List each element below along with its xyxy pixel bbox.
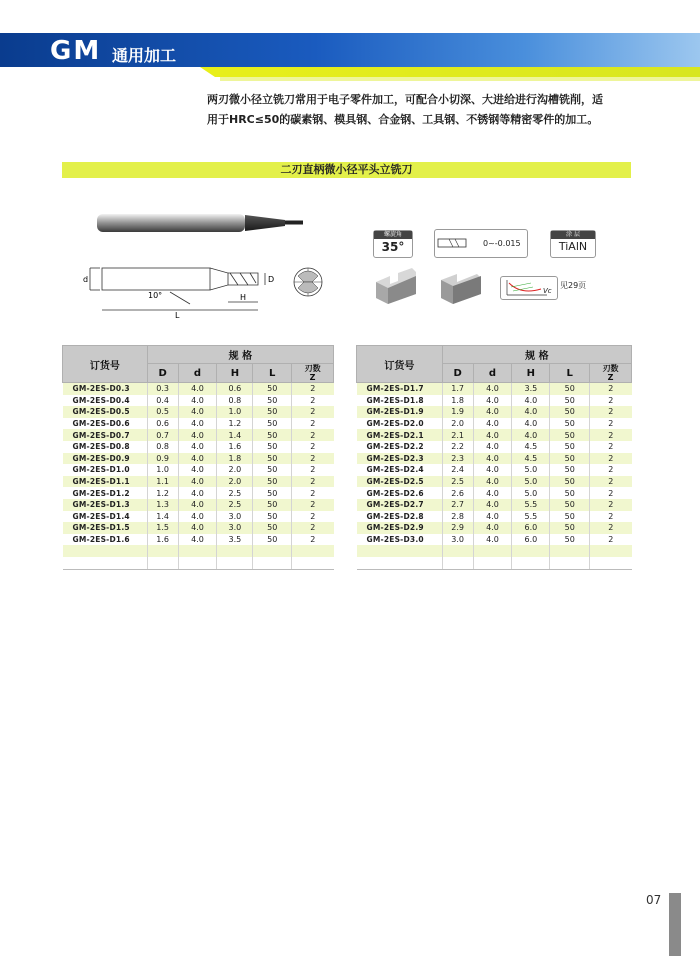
dim-label-L: L [175,311,180,318]
cell-L: 50 [550,476,590,488]
cell-H: 4.5 [512,453,550,465]
cell-L: 50 [550,453,590,465]
cell-H: 6.0 [512,522,550,534]
dim-label-d: d [83,275,89,284]
cell-L [253,545,292,557]
cell-D: 1.3 [147,499,178,511]
cell-L: 50 [253,476,292,488]
cell-d [473,557,512,569]
cell-D: 0.3 [147,383,178,395]
cell-D: 0.7 [147,429,178,441]
order-code: GM-2ES-D2.4 [357,464,443,476]
order-code: GM-2ES-D2.1 [357,429,443,441]
order-code: GM-2ES-D2.8 [357,511,443,523]
cell-H [512,545,550,557]
cell-Z: 2 [590,453,632,465]
cell-L [550,545,590,557]
cell-L: 50 [253,534,292,546]
table-row [63,395,334,407]
table-row [63,534,334,546]
cell-d: 4.0 [178,453,217,465]
cell-L: 50 [253,522,292,534]
order-code: GM-2ES-D3.0 [357,534,443,546]
order-code: GM-2ES-D0.4 [63,395,148,407]
cell-d: 4.0 [473,487,512,499]
cell-H: 2.0 [217,464,253,476]
order-code: GM-2ES-D2.9 [357,522,443,534]
slot-milling-icon [372,268,420,304]
tool-tip-icon [437,235,467,251]
cell-d: 4.0 [473,383,512,395]
cell-H: 2.5 [217,487,253,499]
col-d: d [178,364,217,383]
cell-Z: 2 [590,464,632,476]
cell-H: 4.0 [512,406,550,418]
cell-d: 4.0 [178,487,217,499]
col-Z: 刃数 Z [590,364,632,383]
cell-L: 50 [550,499,590,511]
cell-D: 2.4 [442,464,473,476]
cell-D: 2.9 [442,522,473,534]
cell-L: 50 [550,441,590,453]
cell-Z: 2 [590,511,632,523]
cell-d: 4.0 [473,429,512,441]
cell-d: 4.0 [178,476,217,488]
table-row [357,476,632,488]
table-row [357,557,632,569]
cell-d: 4.0 [473,499,512,511]
order-code [63,545,148,557]
cell-D: 2.5 [442,476,473,488]
intro-line-1: 两刃微小径立铣刀常用于电子零件加工，可配合小切深、大进给进行沟槽铣削，适 [207,93,603,106]
order-code: GM-2ES-D1.9 [357,406,443,418]
cell-Z: 2 [590,395,632,407]
cell-H: 3.5 [217,534,253,546]
cell-d [178,545,217,557]
cell-L: 50 [253,406,292,418]
cell-H: 0.6 [217,383,253,395]
table-row [63,464,334,476]
order-code: GM-2ES-D2.2 [357,441,443,453]
table-row [63,453,334,465]
cell-D [442,557,473,569]
header-band [0,33,700,67]
col-order-no: 订货号 [357,346,443,383]
order-code: GM-2ES-D2.5 [357,476,443,488]
cell-H: 1.0 [217,406,253,418]
cell-d: 4.0 [473,511,512,523]
cell-L: 50 [550,418,590,430]
cell-Z: 2 [292,453,334,465]
cell-H: 3.5 [512,383,550,395]
cell-Z: 2 [292,418,334,430]
cell-L: 50 [253,383,292,395]
cell-L: 50 [253,429,292,441]
cell-Z: 2 [292,499,334,511]
cell-L: 50 [253,487,292,499]
cell-L: 50 [253,418,292,430]
cell-H: 4.0 [512,429,550,441]
col-H: H [217,364,253,383]
cell-L: 50 [253,499,292,511]
table-row [63,429,334,441]
table-row [63,406,334,418]
cell-H: 6.0 [512,534,550,546]
table-row [63,418,334,430]
cell-d: 4.0 [178,534,217,546]
order-code: GM-2ES-D2.7 [357,499,443,511]
table-row [357,453,632,465]
cell-L: 50 [550,511,590,523]
order-code: GM-2ES-D1.3 [63,499,148,511]
helix-angle-icon: 螺旋角 35° [373,230,413,258]
spec-table-right-body [357,383,632,570]
cell-D [442,545,473,557]
cell-Z: 2 [590,441,632,453]
table-row [63,476,334,488]
end-mill-dimension-drawing [80,258,330,318]
page-ref-text: 见29页 [560,281,587,290]
cell-L: 50 [253,453,292,465]
cell-D: 0.4 [147,395,178,407]
cell-d: 4.0 [473,441,512,453]
order-code: GM-2ES-D2.6 [357,487,443,499]
table-row [63,499,334,511]
cell-d [473,545,512,557]
dim-label-D: D [268,275,275,284]
cell-L: 50 [550,522,590,534]
table-row [357,487,632,499]
cell-Z: 2 [590,487,632,499]
cell-Z: 2 [590,418,632,430]
table-row [357,545,632,557]
order-code: GM-2ES-D1.6 [63,534,148,546]
cell-d: 4.0 [178,395,217,407]
cell-D: 1.4 [147,511,178,523]
cell-D: 2.2 [442,441,473,453]
cell-d [178,557,217,569]
cell-H [217,545,253,557]
cell-Z: 2 [590,534,632,546]
cell-H [217,557,253,569]
table-row [357,511,632,523]
col-D: D [442,364,473,383]
cell-L: 50 [550,464,590,476]
cell-H: 5.5 [512,511,550,523]
cell-Z: 2 [590,499,632,511]
cell-H: 4.0 [512,418,550,430]
order-code: GM-2ES-D0.6 [63,418,148,430]
cutting-speed-icon [500,276,558,300]
cell-D: 1.9 [442,406,473,418]
intro-line-2: 用于HRC≤50的碳素钢、模具钢、合金钢、工具钢、不锈钢等精密零件的加工。 [207,113,599,126]
cell-L: 50 [550,429,590,441]
cell-H [512,557,550,569]
cell-Z: 2 [292,534,334,546]
cell-Z [590,545,632,557]
cell-D: 2.8 [442,511,473,523]
cell-L [550,557,590,569]
cell-D: 2.0 [442,418,473,430]
order-code: GM-2ES-D1.4 [63,511,148,523]
col-H: H [512,364,550,383]
cell-Z: 2 [590,406,632,418]
col-L: L [253,364,292,383]
end-mill-photo [95,208,315,238]
dim-label-H: H [240,293,247,302]
col-L: L [550,364,590,383]
cell-D: 2.6 [442,487,473,499]
cell-H: 4.5 [512,441,550,453]
table-row [63,522,334,534]
table-row [357,534,632,546]
cell-d: 4.0 [178,499,217,511]
cell-Z [292,545,334,557]
cell-D: 0.5 [147,406,178,418]
order-code: GM-2ES-D1.5 [63,522,148,534]
table-row [63,545,334,557]
header-accent-line [220,77,700,81]
cell-L: 50 [253,395,292,407]
cell-H: 3.0 [217,522,253,534]
table-row [357,395,632,407]
table-row [357,522,632,534]
order-code: GM-2ES-D1.0 [63,464,148,476]
table-row [357,441,632,453]
order-code: GM-2ES-D1.2 [63,487,148,499]
cell-d: 4.0 [178,522,217,534]
cell-D: 2.7 [442,499,473,511]
page-edge-bar [669,893,681,956]
dim-label-angle: 10° [148,291,163,300]
table-row [63,441,334,453]
order-code: GM-2ES-D2.0 [357,418,443,430]
cell-Z [292,557,334,569]
cell-H: 5.5 [512,499,550,511]
cell-Z: 2 [292,511,334,523]
cell-L: 50 [550,383,590,395]
cell-d: 4.0 [178,511,217,523]
page-ref-box [560,276,604,296]
col-spec: 规 格 [147,346,333,364]
cell-d: 4.0 [178,429,217,441]
cell-H: 1.6 [217,441,253,453]
cell-d: 4.0 [473,418,512,430]
cell-d: 4.0 [178,464,217,476]
cell-D: 2.1 [442,429,473,441]
section-title: 二刃直柄微小径平头立铣刀 [62,162,631,178]
spec-table-left-body [63,383,334,570]
cell-Z: 2 [590,476,632,488]
table-row [357,499,632,511]
tolerance-value: 0~-0.015 [483,239,521,248]
order-code: GM-2ES-D1.8 [357,395,443,407]
cell-D: 1.7 [442,383,473,395]
cell-L: 50 [550,534,590,546]
order-code: GM-2ES-D0.7 [63,429,148,441]
cell-H: 2.0 [217,476,253,488]
intro-text [207,90,627,130]
order-code: GM-2ES-D2.3 [357,453,443,465]
cell-Z: 2 [292,522,334,534]
cell-D: 1.2 [147,487,178,499]
table-row [357,383,632,395]
cell-Z [590,557,632,569]
header-accent-stripe [200,67,700,77]
cell-H: 1.4 [217,429,253,441]
series-title: GM [50,36,102,66]
cell-H: 0.8 [217,395,253,407]
cell-Z: 2 [590,429,632,441]
cell-d: 4.0 [473,476,512,488]
cell-L: 50 [253,464,292,476]
cell-Z: 2 [590,383,632,395]
cell-Z: 2 [292,487,334,499]
cell-L: 50 [550,395,590,407]
order-code: GM-2ES-D1.1 [63,476,148,488]
tolerance-icon [434,229,528,258]
cell-Z: 2 [292,406,334,418]
cell-d: 4.0 [178,441,217,453]
cell-L: 50 [253,511,292,523]
cell-H: 3.0 [217,511,253,523]
cell-d: 4.0 [473,534,512,546]
cell-D: 2.3 [442,453,473,465]
cell-L: 50 [550,406,590,418]
cell-L: 50 [253,441,292,453]
cell-Z: 2 [292,441,334,453]
cell-Z: 2 [292,429,334,441]
cell-H: 4.0 [512,395,550,407]
cell-D [147,557,178,569]
spec-table-left [62,345,334,570]
cell-H: 5.0 [512,487,550,499]
page-number: 07 [646,893,662,907]
cell-Z: 2 [292,383,334,395]
table-row [63,557,334,569]
table-row [357,418,632,430]
cell-d: 4.0 [473,406,512,418]
cell-L: 50 [550,487,590,499]
cell-H: 5.0 [512,476,550,488]
cell-H: 1.8 [217,453,253,465]
cell-d: 4.0 [473,395,512,407]
cell-Z: 2 [292,464,334,476]
cell-d: 4.0 [178,406,217,418]
order-code: GM-2ES-D0.5 [63,406,148,418]
order-code [63,557,148,569]
cell-d: 4.0 [178,418,217,430]
cell-D [147,545,178,557]
cell-Z: 2 [590,522,632,534]
cell-d: 4.0 [473,453,512,465]
vc-label: Vc [543,287,552,295]
cell-D: 0.6 [147,418,178,430]
cell-D: 0.9 [147,453,178,465]
cell-d: 4.0 [473,522,512,534]
cell-Z: 2 [292,476,334,488]
order-code: GM-2ES-D0.9 [63,453,148,465]
order-code: GM-2ES-D0.8 [63,441,148,453]
order-code: GM-2ES-D1.7 [357,383,443,395]
table-row [357,406,632,418]
table-row [63,383,334,395]
series-subtitle: 通用加工 [112,46,177,65]
cell-H: 2.5 [217,499,253,511]
col-Z: 刃数 Z [292,364,334,383]
order-code [357,557,443,569]
table-row [357,464,632,476]
step-milling-icon [437,268,485,304]
cell-H: 1.2 [217,418,253,430]
cell-D: 1.1 [147,476,178,488]
spec-table-right [356,345,632,570]
table-row [357,429,632,441]
cell-d: 4.0 [178,383,217,395]
cell-D: 1.8 [442,395,473,407]
col-d: d [473,364,512,383]
cell-D: 1.6 [147,534,178,546]
cell-D: 1.5 [147,522,178,534]
cell-L [253,557,292,569]
col-spec: 规 格 [442,346,631,364]
order-code: GM-2ES-D0.3 [63,383,148,395]
cell-D: 1.0 [147,464,178,476]
cell-H: 5.0 [512,464,550,476]
cell-D: 3.0 [442,534,473,546]
table-row [63,487,334,499]
table-row [63,511,334,523]
col-order-no: 订货号 [63,346,148,383]
cell-D: 0.8 [147,441,178,453]
order-code [357,545,443,557]
coating-icon: 涂 层 TiAlN [550,230,596,258]
col-D: D [147,364,178,383]
cell-Z: 2 [292,395,334,407]
cell-d: 4.0 [473,464,512,476]
